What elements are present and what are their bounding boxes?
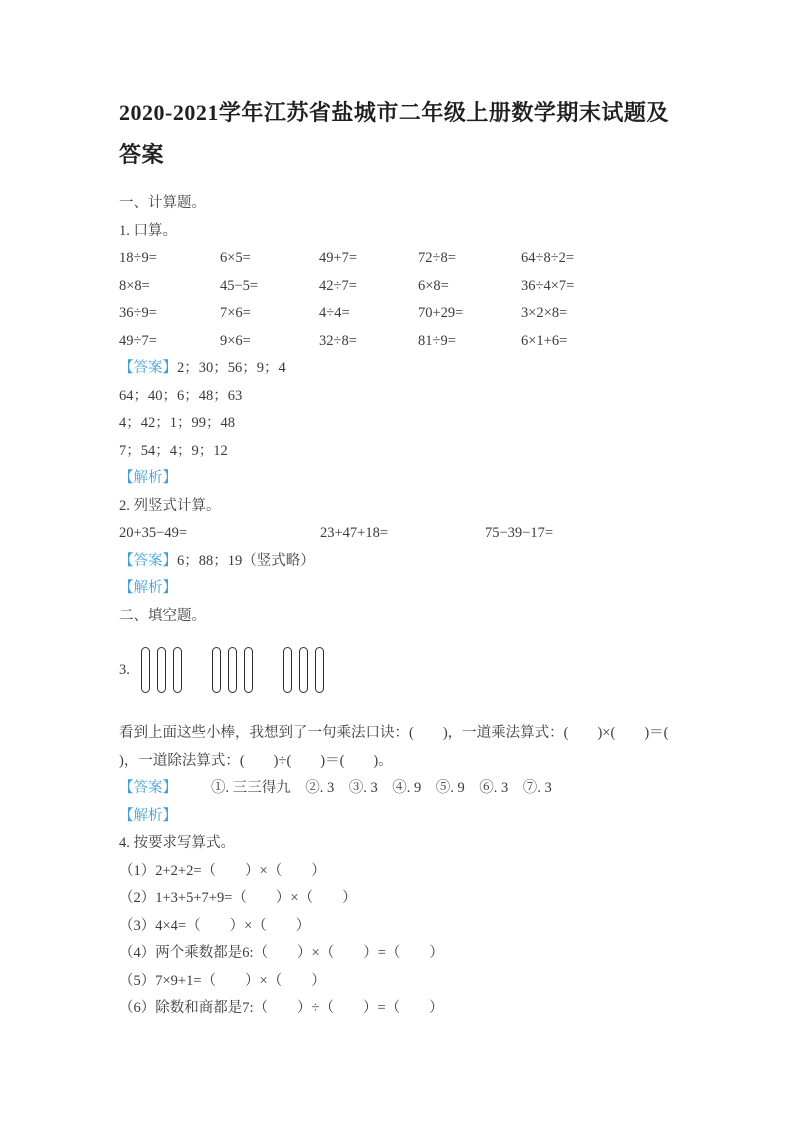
oral-item: 7×6= bbox=[220, 305, 251, 321]
q4-item-6: （6）除数和商都是7:（ ）÷（ ）=（ ） bbox=[119, 1000, 444, 1016]
oral-item: 4÷4= bbox=[319, 305, 350, 321]
q3-analysis-label: 【解析】 bbox=[119, 807, 177, 824]
section-2-heading: 二、填空题。 bbox=[119, 607, 206, 624]
oral-item: 64÷8÷2= bbox=[521, 250, 575, 266]
q2-equations bbox=[119, 520, 680, 548]
stick-icon bbox=[244, 647, 253, 693]
stick-icon bbox=[283, 647, 292, 693]
stick-icon bbox=[173, 647, 182, 693]
stick-icon bbox=[157, 647, 166, 693]
oral-item: 49+7= bbox=[319, 250, 358, 266]
oral-item: 9×6= bbox=[220, 332, 251, 349]
q4-item-1: （1）2+2+2=（ ）×（ ） bbox=[119, 862, 326, 879]
q3-figure-row bbox=[119, 644, 680, 696]
answer-label: 【答案】 bbox=[119, 552, 177, 569]
oral-item: 32÷8= bbox=[319, 332, 357, 349]
oral-item: 6×8= bbox=[418, 277, 449, 294]
stick-icon bbox=[228, 647, 237, 693]
oral-item: 42÷7= bbox=[319, 277, 357, 294]
q1-label: 1. 口算。 bbox=[119, 222, 177, 239]
stick-group bbox=[212, 647, 253, 693]
oral-item: 3×2×8= bbox=[521, 305, 568, 321]
oral-item: 36÷9= bbox=[119, 305, 157, 321]
page-title: 2020-2021学年江苏省盐城市二年级上册数学期末试题及答案 bbox=[119, 100, 669, 167]
q4-label: 4. 按要求写算式。 bbox=[119, 835, 235, 851]
q2-label: 2. 列竖式计算。 bbox=[119, 497, 221, 514]
oral-item: 45−5= bbox=[220, 277, 259, 294]
q2-item-3: 75−39−17= bbox=[485, 525, 554, 541]
q1-oral-grid bbox=[119, 245, 680, 355]
q1-answer-line bbox=[119, 355, 680, 383]
q1-analysis-label: 【解析】 bbox=[119, 470, 177, 486]
q2-item-1: 20+35−49= bbox=[119, 525, 188, 541]
answer-label: 【答案】 bbox=[119, 360, 177, 376]
oral-item: 72÷8= bbox=[418, 250, 456, 266]
sticks-figure bbox=[141, 647, 324, 693]
stick-icon bbox=[315, 647, 324, 693]
q4-item-2: （2）1+3+5+7+9=（ ）×（ ） bbox=[119, 890, 357, 906]
oral-item: 6×5= bbox=[220, 250, 251, 266]
q1-answer-text-3: 4；42；1；99；48 bbox=[119, 415, 235, 431]
q2-answer-text: 6；88；19（竖式略） bbox=[177, 552, 315, 569]
stick-group bbox=[141, 647, 182, 693]
oral-item: 6×1+6= bbox=[521, 332, 568, 349]
oral-item: 8×8= bbox=[119, 277, 150, 294]
q4-item-5: （5）7×9+1=（ ）×（ ） bbox=[119, 972, 326, 989]
q1-answer-text-1: 2；30；56；9；4 bbox=[177, 360, 286, 376]
oral-item: 81÷9= bbox=[418, 332, 456, 349]
oral-item: 70+29= bbox=[418, 305, 464, 321]
stick-icon bbox=[299, 647, 308, 693]
q2-item-2: 23+47+18= bbox=[320, 525, 389, 541]
oral-item: 36÷4×7= bbox=[521, 277, 575, 294]
section-1-heading: 一、计算题。 bbox=[119, 195, 206, 211]
oral-item: 49÷7= bbox=[119, 332, 157, 349]
q3-text: 看到上面这些小棒，我想到了一句乘法口诀：( )，一道乘法算式：( )×( )＝( )，一道除法算式：( )÷( )＝( )。 bbox=[119, 725, 698, 769]
stick-icon bbox=[212, 647, 221, 693]
q1-answer-text-4: 7；54；4；9；12 bbox=[119, 442, 228, 459]
q2-answer-line bbox=[119, 548, 680, 576]
stick-group bbox=[283, 647, 324, 693]
answer-label: 【答案】 bbox=[119, 780, 177, 796]
q3-answer-line bbox=[119, 775, 680, 803]
q1-answer-text-2: 64；40；6；48；63 bbox=[119, 387, 243, 404]
oral-item: 18÷9= bbox=[119, 250, 157, 266]
q2-analysis-label: 【解析】 bbox=[119, 580, 177, 596]
q4-item-3: （3）4×4=（ ）×（ ） bbox=[119, 917, 311, 934]
q3-number: 3. bbox=[119, 661, 130, 678]
q4-item-4: （4）两个乘数都是6:（ ）×（ ）=（ ） bbox=[119, 945, 444, 961]
stick-icon bbox=[141, 647, 150, 693]
q3-answer-text: ①. 三三得九 ②. 3 ③. 3 ④. 9 ⑤. 9 ⑥. 3 ⑦. 3 bbox=[211, 780, 552, 796]
